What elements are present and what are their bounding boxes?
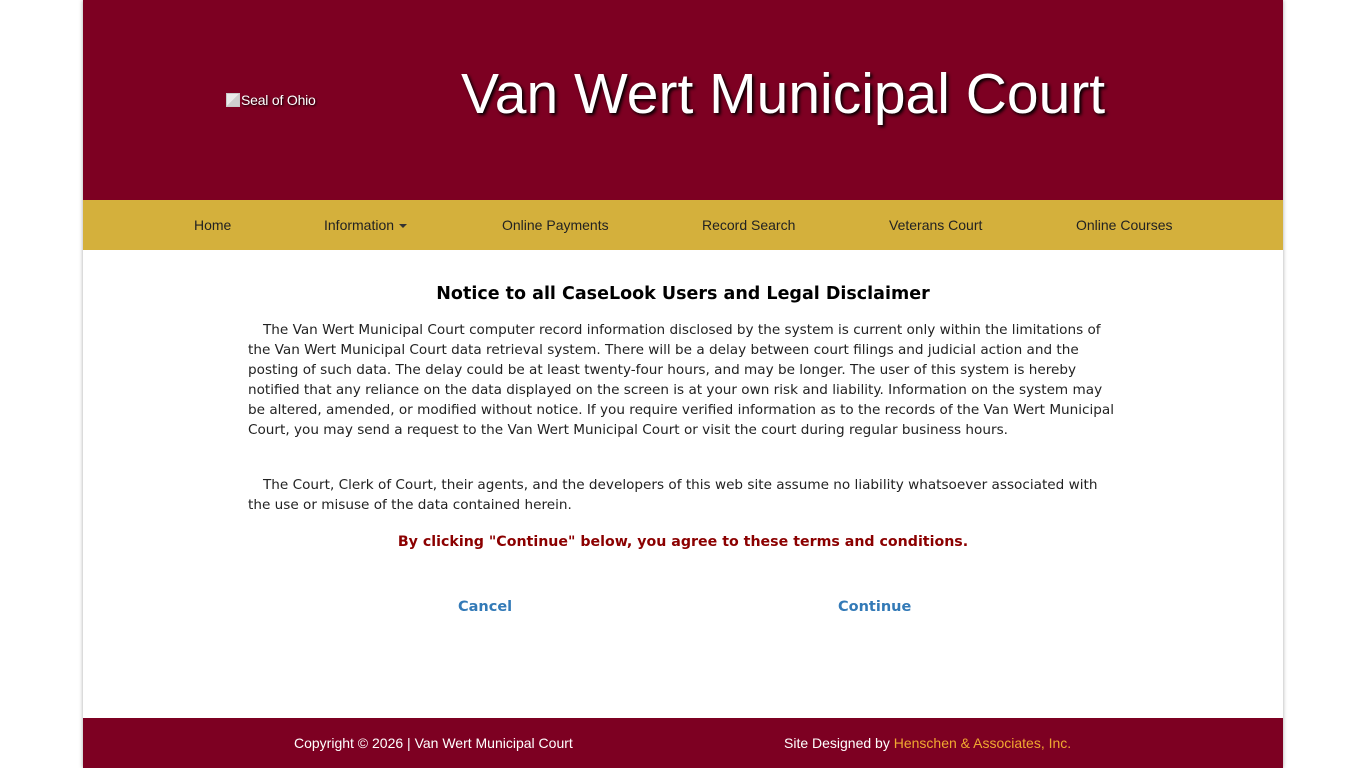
caret-down-icon [399, 224, 407, 228]
disclaimer-paragraph-2: The Court, Clerk of Court, their agents, and the developers of this web site assume no liability whatsoever associated with the use or misuse of the data contained herein. [248, 477, 1098, 513]
nav-online-courses[interactable] [1076, 200, 1173, 250]
notice-title: Notice to all CaseLook Users and Legal Disclaimer [436, 284, 930, 304]
designer-link[interactable]: Henschen & Associates, Inc. [893, 735, 1072, 751]
nav-record-search-label: Record Search [702, 217, 796, 233]
site-header [83, 0, 1283, 200]
nav-home-label: Home [194, 217, 232, 233]
nav-information-dropdown[interactable] [324, 200, 407, 250]
broken-image-icon [226, 93, 240, 107]
nav-information-label: Information [324, 217, 395, 233]
seal-alt-text: Seal of Ohio [241, 92, 316, 108]
site-title: Van Wert Municipal Court [461, 62, 1106, 126]
nav-record-search[interactable] [702, 200, 795, 250]
terms-agreement-text: By clicking "Continue" below, you agree to these terms and conditions. [397, 534, 969, 550]
continue-button[interactable]: Continue [838, 599, 912, 615]
nav-veterans-court-label: Veterans Court [889, 217, 983, 233]
site-footer [83, 718, 1283, 768]
site-designed-by [784, 718, 1071, 768]
nav-veterans-court[interactable] [889, 200, 982, 250]
page-container [83, 0, 1283, 768]
disclaimer-paragraph-1: The Van Wert Municipal Court computer record information disclosed by the system is current only within the limitations of the Van Wert Municipal Court data retrieval system. There will be a delay between court filings and judicial action and the posting of such data. The delay could be at least twenty-four hours, and may be longer. The user of this system is hereby notified that any reliance on the data displayed on the screen is at your own risk and liability. Information on the system may be altered, amended, or modified without notice. If you require verified information as to the records of the Van Wert Municipal Court, you may send a request to the Van Wert Municipal Court or visit the court during regular business hours. [248, 322, 1115, 438]
cancel-button[interactable]: Cancel [458, 599, 513, 615]
nav-online-courses-label: Online Courses [1076, 217, 1173, 233]
designed-by-prefix: Site Designed by [784, 735, 894, 751]
nav-online-payments-label: Online Payments [502, 217, 609, 233]
main-navigation [83, 200, 1283, 250]
nav-online-payments[interactable] [502, 200, 609, 250]
copyright-text: Copyright © 2026 | Van Wert Municipal Court [294, 735, 573, 751]
seal-of-ohio-image [226, 91, 316, 109]
nav-home[interactable] [194, 200, 231, 250]
